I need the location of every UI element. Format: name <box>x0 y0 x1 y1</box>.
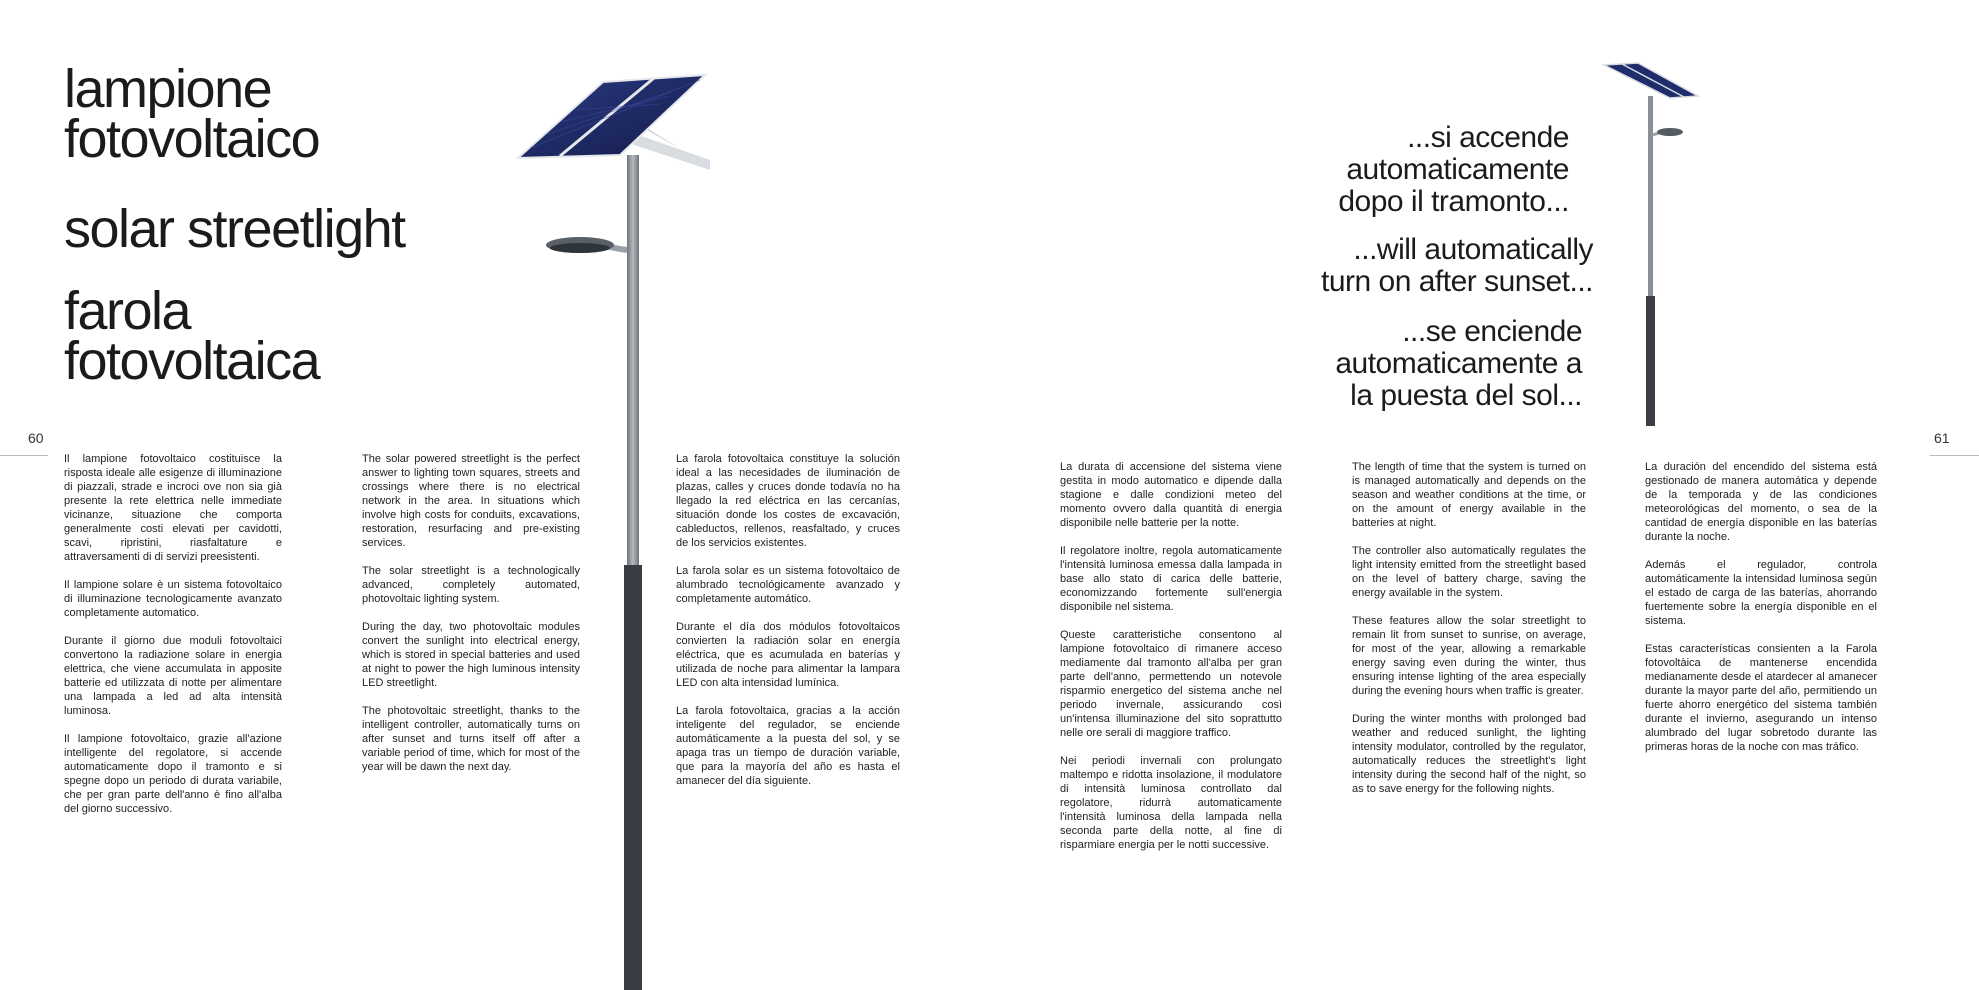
paragraph: La farola solar es un sistema fotovoltaico de alumbrado tecnológicamente avanzado y completamente automático. <box>676 565 900 605</box>
page-number-left: 60 <box>28 430 44 446</box>
pole-upper <box>627 155 639 565</box>
pole-base <box>624 565 642 990</box>
paragraph: Queste caratteristiche consentono al lampione fotovoltaico di rimanere acceso mediamente dal tramonto all'alba per gran parte dell'anno, permettendo un notevole risparmio energetico del sistema anche nel periodo invernale, assicurando così un'intensa illuminazione del sito soprattutto nelle ore serali di maggiore traffico. <box>1060 629 1282 739</box>
tagline-block-es <box>1182 316 1582 422</box>
title-italian: lampione fotovoltaico <box>64 59 320 169</box>
column-right-english <box>1352 460 1586 810</box>
led-lamp-icon <box>546 237 627 253</box>
title-english: solar streetlight <box>64 199 405 259</box>
tagline-italian: ...si accende automaticamente dopo il tramonto... <box>1338 121 1569 218</box>
paragraph: Durante il giorno due moduli fotovoltaici convertono la radiazione solare in energia elettrica, che viene accumulata in apposite batterie ed utilizzata di notte per alimentare una lampada a led ad alta intensità luminosa. <box>64 635 282 717</box>
paragraph: The solar streetlight is a technologically advanced, completely automated, photovoltaic lighting system. <box>362 565 580 605</box>
paragraph: Nei periodi invernali con prolungato maltempo e ridotta insolazione, il modulatore di intensità luminosa controllato dal regolatore, ridurrà automaticamente l'intensità luminosa della lampada nella seconda parte della notte, al fine di risparmiare energia per le notti successive. <box>1060 755 1282 851</box>
paragraph: During the day, two photovoltaic modules convert the sunlight into electrical energy, which is stored in special batteries and used at night to power the high luminous intensity LED streetlight. <box>362 621 580 689</box>
paragraph: La durata di accensione del sistema viene gestita in modo automatico e dipende dalla stagione e dalle condizioni meteo del momento ovvero dalla quantità di energia disponibile nelle batterie per la notte. <box>1060 461 1282 529</box>
paragraph: The photovoltaic streetlight, thanks to the intelligent controller, automatically turns on after sunset and turns itself off after a variable period of time, which for most of the year will be dawn the next day. <box>362 705 580 773</box>
divider-right <box>1930 455 1979 456</box>
paragraph: La farola fotovoltaica constituye la solución ideal a las necesidades de iluminación de plazas, calles y cruces donde todavía no ha llegado la red eléctrica en las cercanías, situación donde los costes de excavación, cableductos, rellenos, reasfaltado, y cruces de los servicios existentes. <box>676 453 900 549</box>
paragraph: Estas características consienten a la Farola fotovoltàica de mantenerse encendida medianamente desde el atardecer al amanecer durante la mayor parte del año, permitiendo un fuerte ahorro energético del sistema también durante el invierno, asegurando un intenso alumbrado del lugar sobretodo durante las primeras horas de la noche con mas tráfico. <box>1645 643 1877 753</box>
divider-left <box>0 455 48 456</box>
paragraph: Il lampione fotovoltaico costituisce la risposta ideale alle esigenze di illuminazione di piazzali, strade e incroci ove non sia già presente la rete elettrica nelle immediate vicinanze, situazione che comporta generalmente costi elevati per cavidotti, scavi, ripristini, riasfaltature e attraversamenti di di servizi preesistenti. <box>64 453 282 563</box>
paragraph: These features allow the solar streetlight to remain lit from sunset to sunrise, on average, for most of the year, allowing a remarkable energy saving even during the winter, thus ensuring intense lighting of the area especially during the evening hours when traffic is greater. <box>1352 615 1586 697</box>
solar-panel-icon <box>518 75 710 170</box>
tagline-english: ...will automatically turn on after sunset... <box>1321 233 1593 298</box>
paragraph: Durante el día dos módulos fotovoltaicos convierten la radiación solar en energía eléctrica, que es acumulada en baterías y utilizada de noche para alimentar la lampara LED con alta intensidad lumínica. <box>676 621 900 689</box>
small-streetlight-illustration <box>1598 60 1708 430</box>
column-right-italian <box>1060 460 1282 866</box>
tagline-spanish: ...se enciende automaticamente a la puesta del sol... <box>1335 315 1582 412</box>
paragraph: Il lampione solare è un sistema fotovoltaico di illuminazione tecnologicamente avanzato completamente automatico. <box>64 579 282 619</box>
paragraph: During the winter months with prolonged bad weather and reduced sunlight, the lighting intensity modulator, controlled by the regulator, automatically reduces the streetlight's light intensity during the second half of the night, so as to save energy for the following nights. <box>1352 713 1586 795</box>
paragraph: Il regolatore inoltre, regola automaticamente l'intensità luminosa emessa dalla lampada in base allo stato di carica delle batterie, economizzando fortemente sull'energia disponibile nel sistema. <box>1060 545 1282 613</box>
paragraph: Il lampione fotovoltaico, grazie all'azione intelligente del regolatore, si accende automaticamente dopo il tramonto e si spegne dopo un periodo di durata variabile, che per gran parte dell'anno è fino all'alba del giorno successivo. <box>64 733 282 815</box>
paragraph: La farola fotovoltaica, gracias a la acción inteligente del regulador, se enciende automáticamente a la puesta del sol, y se apaga tras un tiempo de duración variable, que para la mayoría del año es hasta el amanecer del día siguiente. <box>676 705 900 787</box>
page-number-right: 61 <box>1934 430 1950 446</box>
column-right-spanish <box>1645 460 1877 768</box>
column-left-spanish <box>676 452 900 802</box>
tagline-block-en <box>1193 234 1593 308</box>
paragraph: Además el regulador, controla automáticamente la intensidad luminosa según el estado de carga de las baterías, ahorrando fuertemente sobre la energía disponible en el sistema. <box>1645 559 1877 627</box>
paragraph: The length of time that the system is turned on is managed automatically and depends on the season and weather conditions at the time, or on the amount of energy available in the batteries at night. <box>1352 461 1586 529</box>
tagline-block <box>1199 122 1599 228</box>
column-left-english <box>362 452 580 788</box>
title-spanish: farola fotovoltaica <box>64 281 320 391</box>
paragraph: The controller also automatically regulates the light intensity emitted from the streetlight based on the level of battery charge, saving the energy available in the system. <box>1352 545 1586 599</box>
paragraph: La duración del encendido del sistema está gestionado de manera automática y depende de la temporada y de las condiciones meteorológicas del momento, o sea de la cantidad de energía disponible en las baterías durante la noche. <box>1645 461 1877 543</box>
column-left-italian <box>64 452 282 830</box>
paragraph: The solar powered streetlight is the perfect answer to lighting town squares, streets and crossings where there is no electrical network in the area. In situations which involve high costs for conduits, excavations, restoration, resurfacing and pre-existing services. <box>362 453 580 549</box>
